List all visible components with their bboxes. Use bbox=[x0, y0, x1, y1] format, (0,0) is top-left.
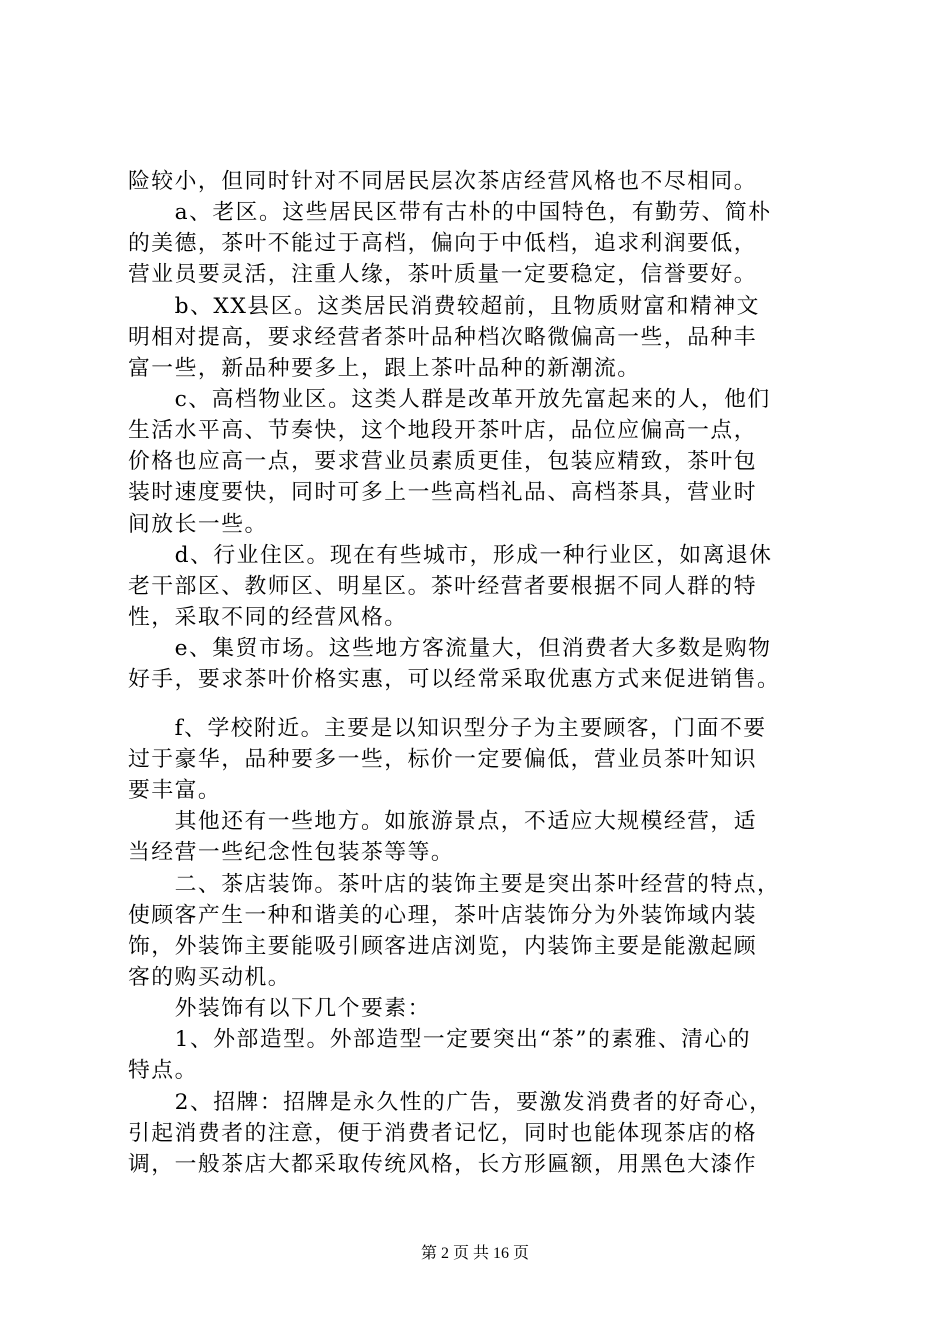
text-line: 二、茶店装饰。茶叶店的装饰主要是突出茶叶经营的特点， bbox=[128, 871, 781, 897]
text-line: 调，一般茶店大都采取传统风格，长方形匾额，用黑色大漆作 bbox=[128, 1151, 758, 1177]
text-line: 客的购买动机。 bbox=[128, 964, 292, 990]
text-line: 装时速度要快，同时可多上一些高档礼品、高档茶具，营业时 bbox=[128, 480, 758, 506]
text-line: 1、外部造型。外部造型一定要突出“茶”的素雅、清心的 bbox=[128, 1027, 752, 1053]
text-line: 的美德，茶叶不能过于高档，偏向于中低档，追求利润要低， bbox=[128, 231, 758, 257]
text-line: 明相对提高，要求经营者茶叶品种档次略微偏高一些，品种丰 bbox=[128, 324, 758, 350]
text-line: d、行业住区。现在有些城市，形成一种行业区，如离退休 bbox=[128, 542, 773, 568]
text-line: 饰，外装饰主要能吸引顾客进店浏览，内装饰主要是能激起顾 bbox=[128, 933, 758, 959]
text-line: 特点。 bbox=[128, 1058, 198, 1084]
text-line: 间放长一些。 bbox=[128, 511, 268, 537]
text-line: a、老区。这些居民区带有古朴的中国特色，有勤劳、简朴 bbox=[128, 200, 772, 226]
text-line: f、学校附近。主要是以知识型分子为主要顾客，门面不要 bbox=[128, 715, 767, 741]
text-line: 性，采取不同的经营风格。 bbox=[128, 605, 408, 631]
text-line: 2、招牌：招牌是永久性的广告，要激发消费者的好奇心， bbox=[128, 1089, 773, 1115]
text-line: 使顾客产生一种和谐美的心理，茶叶店装饰分为外装饰域内装 bbox=[128, 902, 758, 928]
text-line: 营业员要灵活，注重人缘，茶叶质量一定要稳定，信誉要好。 bbox=[128, 262, 758, 288]
text-line: 要丰富。 bbox=[128, 778, 222, 804]
text-line: 价格也应高一点，要求营业员素质更佳，包装应精致，茶叶包 bbox=[128, 449, 758, 475]
text-line: 险较小，但同时针对不同居民层次茶店经营风格也不尽相同。 bbox=[128, 169, 758, 194]
text-line: b、XX县区。这类居民消费较超前，且物质财富和精神文 bbox=[128, 293, 760, 319]
text-line: 好手，要求茶叶价格实惠，可以经常采取优惠方式来促进销售。 bbox=[128, 667, 781, 693]
text-line: 生活水平高、节奏快，这个地段开茶叶店，品位应偏高一点， bbox=[128, 418, 758, 444]
text-line: 当经营一些纪念性包装茶等等。 bbox=[128, 840, 455, 866]
text-line: 过于豪华，品种要多一些，标价一定要偏低，营业员茶叶知识 bbox=[128, 746, 758, 772]
text-line: 外装饰有以下几个要素： bbox=[128, 996, 431, 1022]
text-line: e、集贸市场。这些地方客流量大，但消费者大多数是购物 bbox=[128, 636, 772, 662]
page-number-footer: 第 2 页 共 16 页 bbox=[420, 1245, 529, 1262]
text-line: 其他还有一些地方。如旅游景点，不适应大规模经营，适 bbox=[128, 809, 758, 835]
text-line: 富一些，新品种要多上，跟上茶叶品种的新潮流。 bbox=[128, 355, 641, 381]
text-line: 老干部区、教师区、明星区。茶叶经营者要根据不同人群的特 bbox=[128, 573, 758, 599]
text-line: 引起消费者的注意，便于消费者记忆，同时也能体现茶店的格 bbox=[128, 1120, 758, 1146]
text-line: c、高档物业区。这类人群是改革开放先富起来的人，他们 bbox=[128, 387, 771, 413]
